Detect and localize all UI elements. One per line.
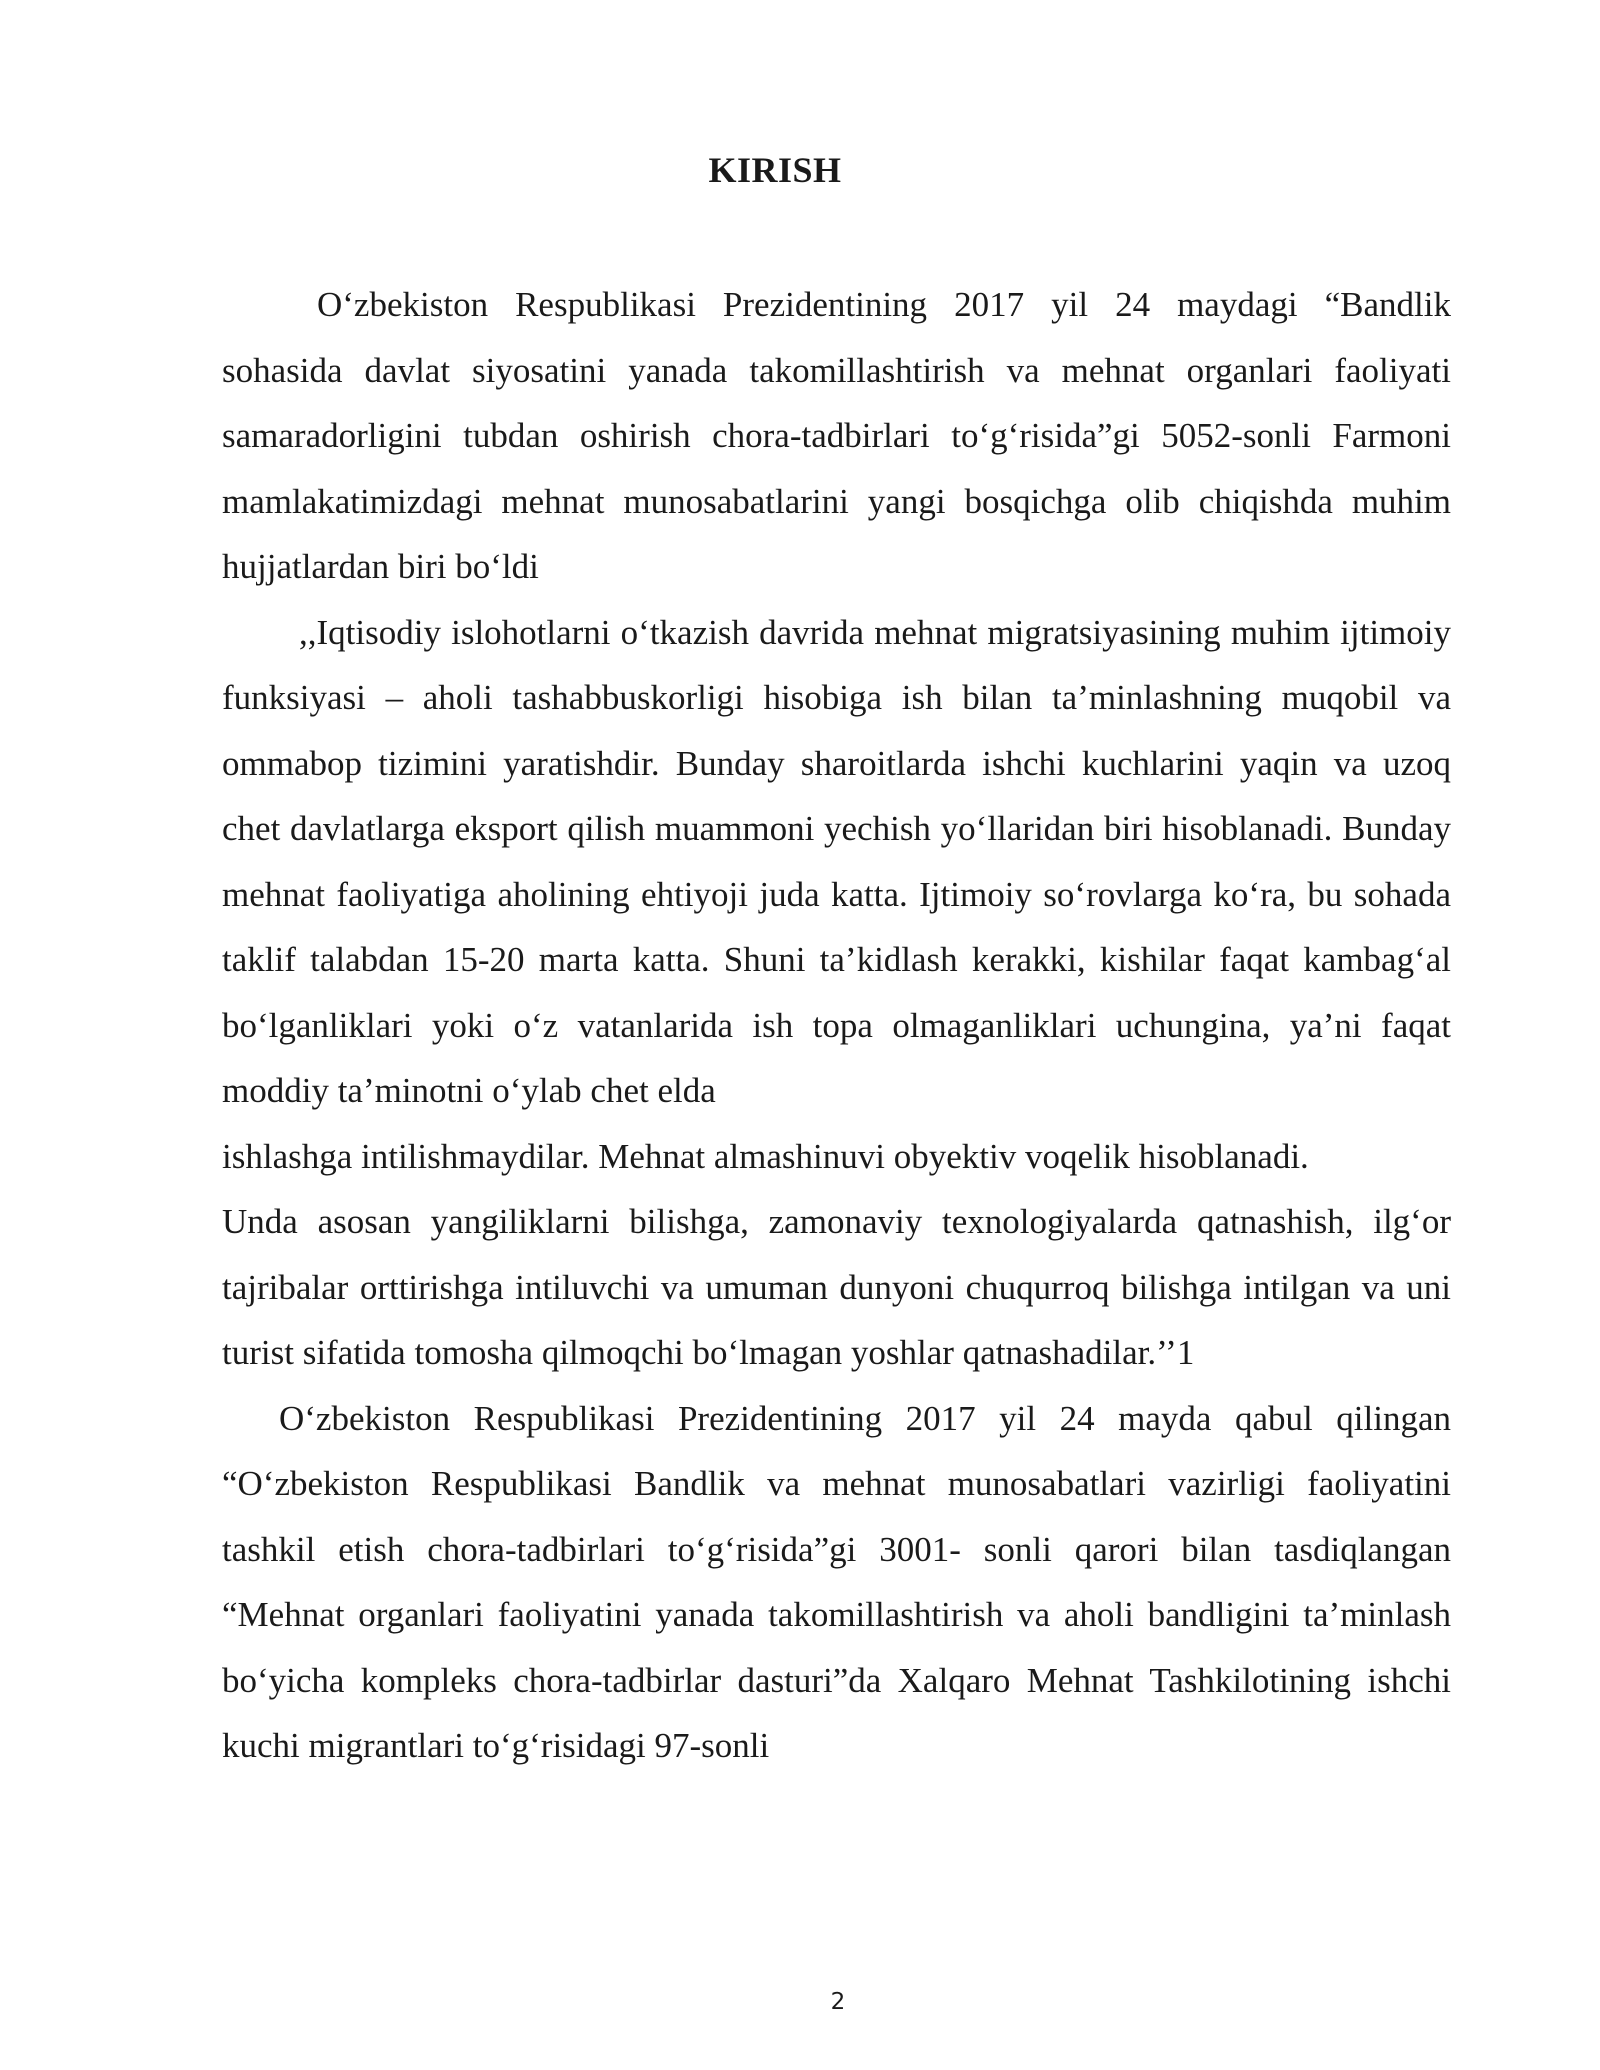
paragraph-farmoni: O‘zbekiston Respublikasi Prezidentining 2017 yil 24 maydagi “Bandlik sohasida davlat siyosatini yanada takomillashtirish va mehnat organlari faoliyati samaradorligini tubdan oshirish chora-tadbirlari to‘g‘risida”gi 5052-sonli Farmoni mamlakatimizdagi mehnat munosabatlarini yangi bosqichga olib chiqishda muhim hujjatlardan biri bo‘ldi	[222, 285, 1451, 586]
paragraph-youth-participation: Unda asosan yangiliklarni bilishga, zamonaviy texnologiyalarda qatnashish, ilg‘or tajribalar orttirishga intiluvchi va umuman dunyoni chuqurroq bilishga intilgan va uni turist sifatida tomosha qilmoqchi bo‘lmagan yoshlar qatnashadilar.’’1	[222, 1202, 1451, 1372]
page-title: KIRISH	[708, 150, 842, 190]
page-number: 2	[830, 1989, 846, 2015]
paragraph-labor-exchange: ishlashga intilishmaydilar. Mehnat almashinuvi obyektiv voqelik hisoblanadi.	[222, 1136, 1309, 1176]
document-body	[222, 272, 1451, 1779]
paragraph-resolution-3001: O‘zbekiston Respublikasi Prezidentining 2017 yil 24 mayda qabul qilingan “O‘zbekiston Respublikasi Bandlik va mehnat munosabatlari vazirligi faoliyatini tashkil etish chora-tadbirlari to‘g‘risida”gi 3001- sonli qarori bilan tasdiqlangan “Mehnat organlari faoliyatini yanada takomillashtirish va aholi bandligini ta’minlash bo‘yicha kompleks chora-tadbirlar dasturi”da Xalqaro Mehnat Tashkilotining ishchi kuchi migrantlari to‘g‘risidagi 97-sonli	[222, 1398, 1451, 1765]
paragraph-migration-quote: ,,Iqtisodiy islohotlarni o‘tkazish davrida mehnat migratsiyasining muhim ijtimoiy funksiyasi – aholi tashabbuskorligi hisobiga ish bilan ta’minlashning muqobil va ommabop tizimini yaratishdir. Bunday sharoitlarda ishchi kuchlarini yaqin va uzoq chet davlatlarga eksport qilish muammoni yechish yo‘llaridan biri hisoblanadi. Bunday mehnat faoliyatiga aholining ehtiyoji juda katta. Ijtimoiy so‘rovlarga ko‘ra, bu sohada taklif talabdan 15-20 marta katta. Shuni ta’kidlash kerakki, kishilar faqat kambag‘al bo‘lganliklari yoki o‘z vatanlarida ish topa olmaganliklari uchungina, ya’ni faqat moddiy ta’minotni o‘ylab chet elda	[222, 612, 1451, 1110]
